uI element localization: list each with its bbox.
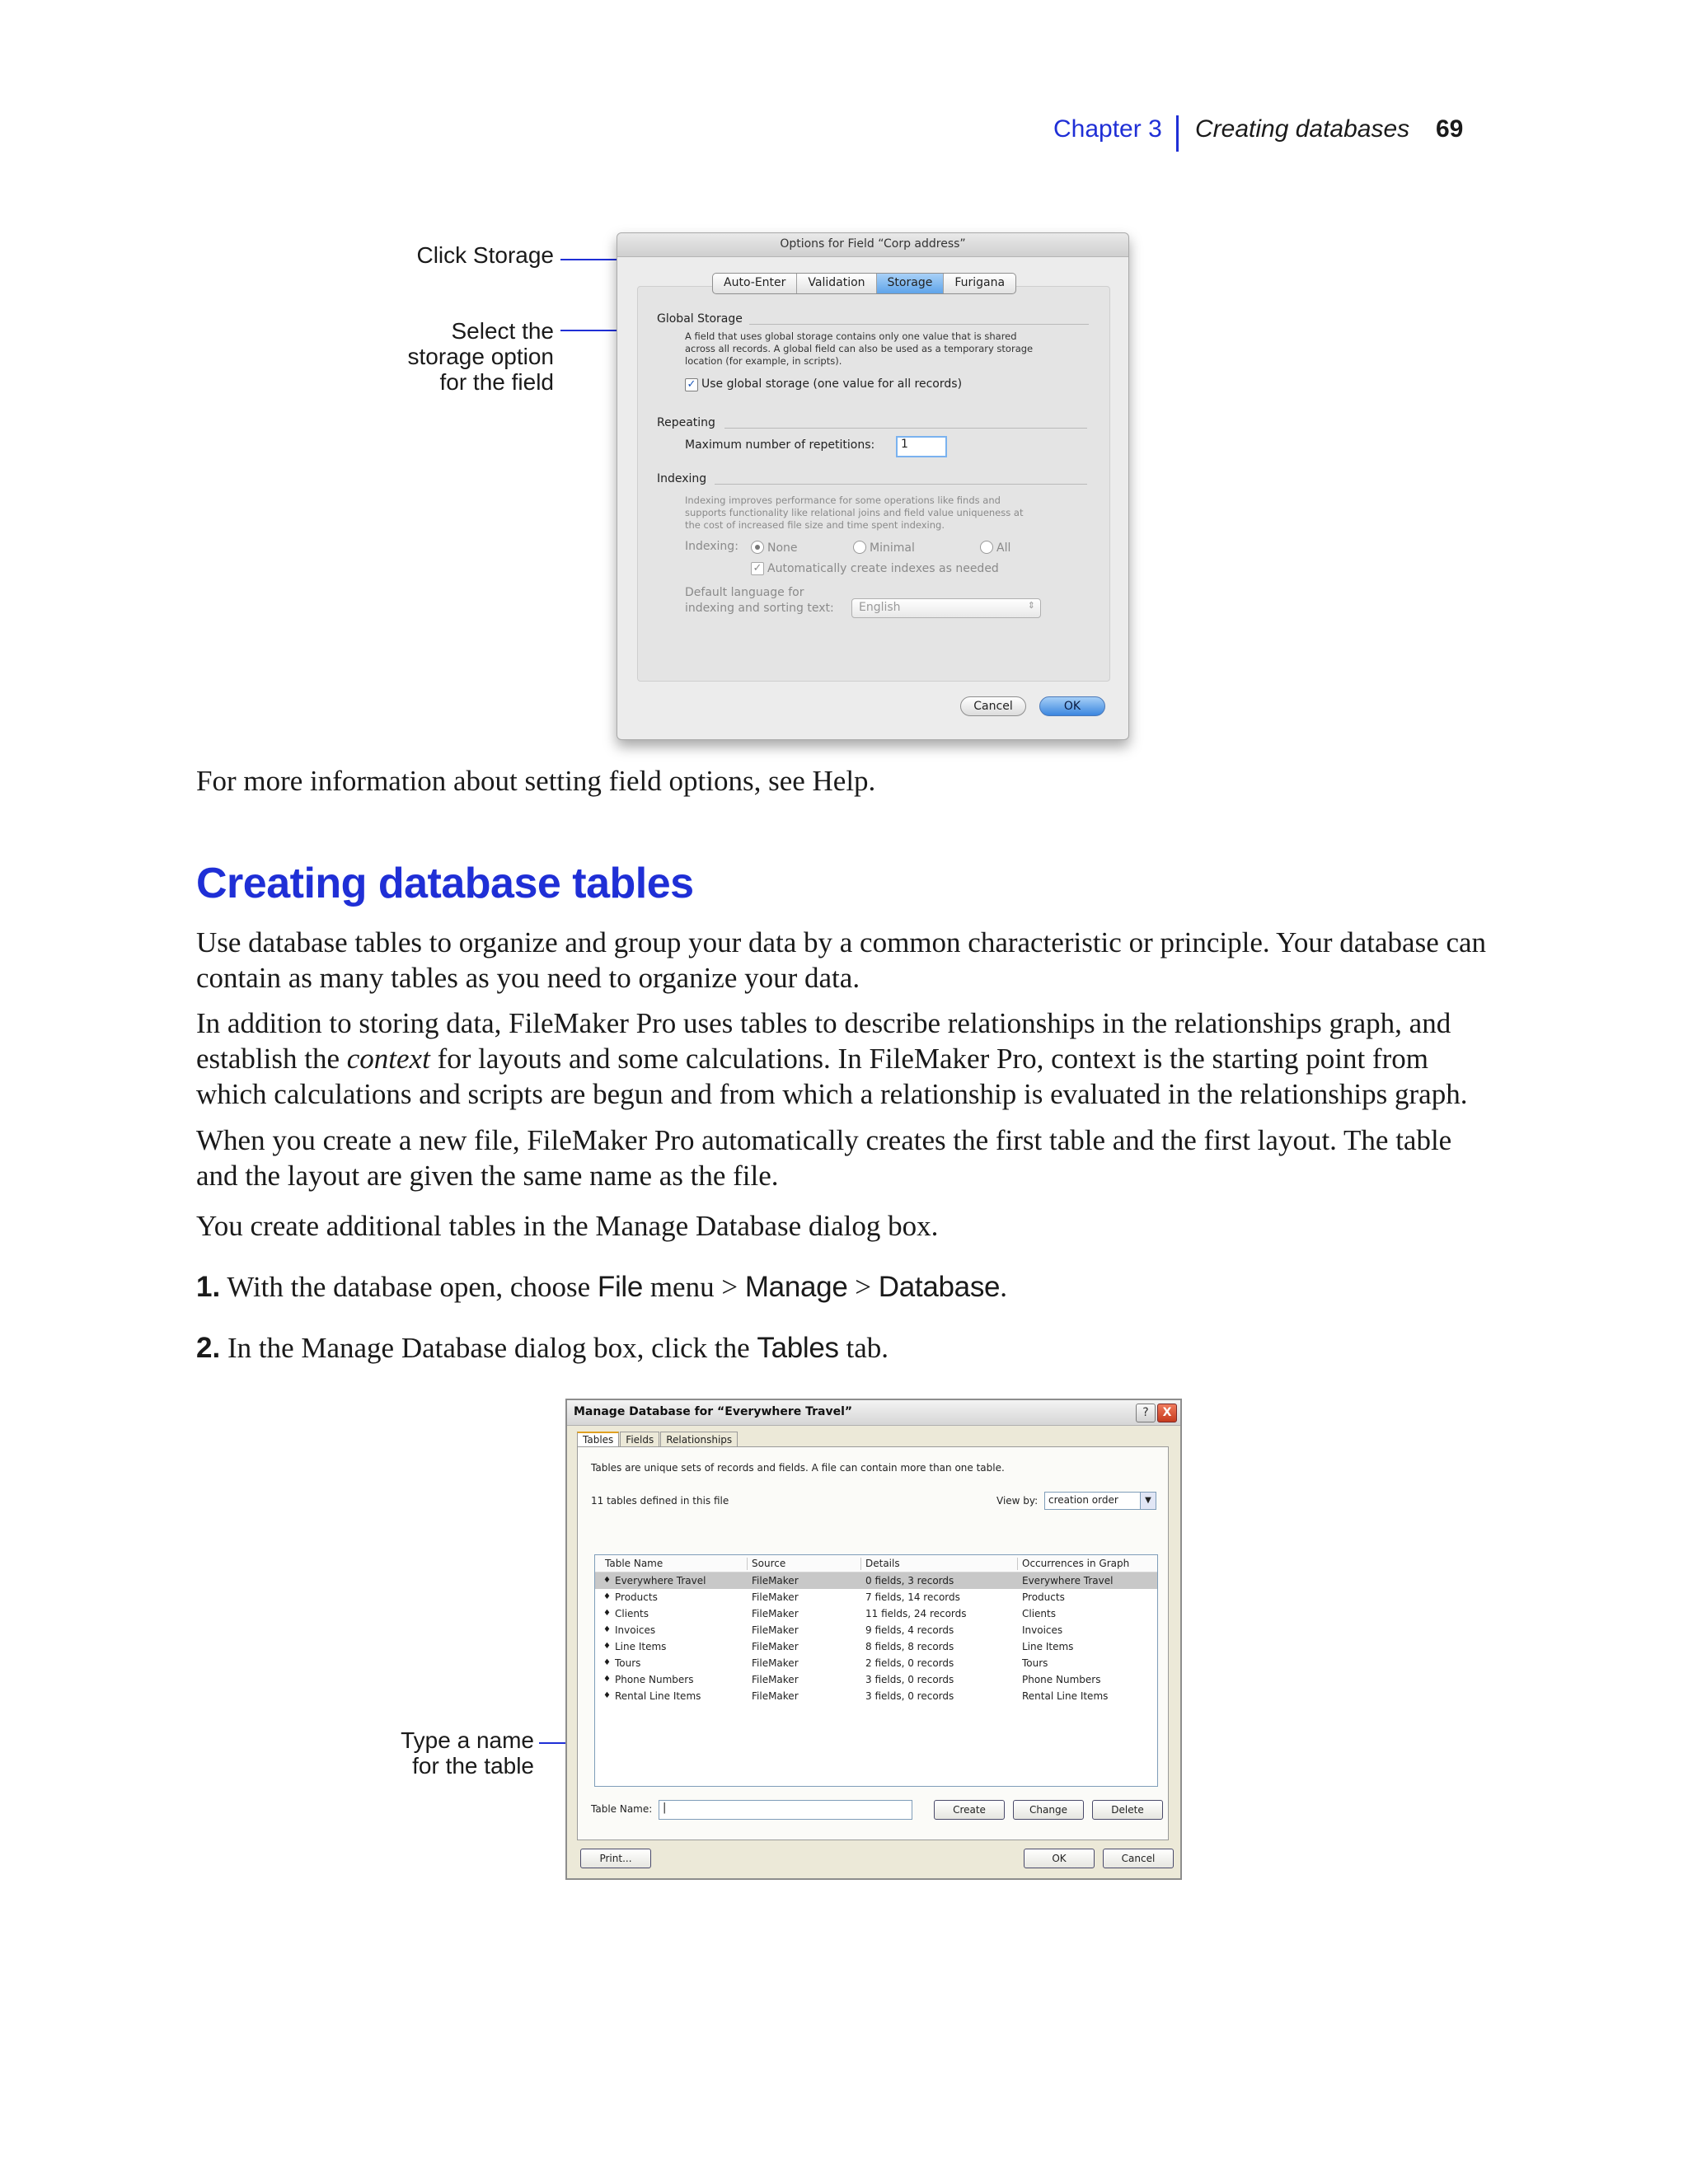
indexing-desc-2: supports functionality like relational joins and field value uniqueness at <box>685 507 1024 518</box>
step-2-ui-tables: Tables <box>757 1332 839 1364</box>
list-header <box>595 1555 1157 1572</box>
occurrences-cell: Tours <box>1022 1657 1048 1669</box>
bullet-icon: ♦ <box>603 1576 611 1585</box>
step-2-text: In the Manage Database dialog box, click the <box>220 1332 757 1364</box>
ok-button[interactable]: OK <box>1024 1849 1095 1868</box>
callout-click-storage: Click Storage <box>416 242 554 268</box>
column-divider <box>860 1558 861 1570</box>
options-tabs <box>712 273 1016 294</box>
step-1 <box>196 1269 1498 1305</box>
step-2-number: 2. <box>196 1332 221 1364</box>
popup-arrows-icon: ⇕ <box>1027 600 1035 611</box>
tab-fields[interactable]: Fields <box>620 1432 659 1447</box>
paragraph-2-emphasis: context <box>346 1043 430 1075</box>
indexing-all-label: All <box>996 541 1011 555</box>
step-2 <box>196 1330 1498 1366</box>
global-storage-checkbox[interactable]: ✓ <box>685 378 698 391</box>
step-1-number: 1. <box>196 1271 221 1303</box>
step-1-ui-file: File <box>597 1271 644 1303</box>
view-by-label: View by: <box>996 1495 1039 1507</box>
repetitions-input[interactable]: 1 <box>896 436 947 457</box>
column-header-occurrences[interactable]: Occurrences in Graph <box>1022 1558 1130 1569</box>
cancel-button[interactable]: Cancel <box>960 696 1026 716</box>
global-storage-checkbox-label: Use global storage (one value for all records) <box>701 377 963 391</box>
callout-select-line3: for the field <box>439 369 554 395</box>
section-rule <box>724 428 1087 429</box>
paragraph-1: Use database tables to organize and group your data by a common characteristic or principle. Your database can contain as many tables as you need to organize your data. <box>196 926 1487 994</box>
ok-button[interactable]: OK <box>1039 696 1105 716</box>
table-row[interactable] <box>595 1638 1157 1655</box>
details-cell: 3 fields, 0 records <box>865 1690 954 1702</box>
table-name-cell: Products <box>615 1591 658 1603</box>
paragraph-4: You create additional tables in the Manage Database dialog box. <box>196 1210 939 1242</box>
occurrences-cell: Everywhere Travel <box>1022 1575 1114 1586</box>
table-name-cell: Invoices <box>615 1624 656 1636</box>
step-2-text: tab. <box>838 1332 889 1364</box>
print-button[interactable]: Print... <box>580 1849 651 1868</box>
source-cell: FileMaker <box>752 1674 799 1685</box>
column-divider <box>747 1558 748 1570</box>
paragraph-2 <box>196 1005 1498 1112</box>
table-row[interactable] <box>595 1572 1157 1589</box>
dialog-title: Manage Database for “Everywhere Travel” <box>574 1405 853 1418</box>
callout-type-name-line1: Type a name <box>401 1727 534 1753</box>
tables-list <box>594 1554 1158 1787</box>
details-cell: 0 fields, 3 records <box>865 1575 954 1586</box>
occurrences-cell: Products <box>1022 1591 1065 1603</box>
default-language-label-1: Default language for <box>685 586 804 599</box>
manage-database-dialog <box>565 1399 1182 1880</box>
bullet-icon: ♦ <box>603 1675 611 1684</box>
create-button[interactable]: Create <box>934 1800 1005 1820</box>
paragraph-2-text-b: for layouts and some calculations. In FileMaker Pro, context is the starting point from which calculations and scripts are begun and from which a relationship is evaluated in the relationships graph. <box>196 1043 1468 1110</box>
details-cell: 9 fields, 4 records <box>865 1624 954 1636</box>
step-1-text: . <box>1000 1271 1007 1303</box>
auto-index-label: Automatically create indexes as needed <box>767 562 999 575</box>
tab-validation[interactable]: Validation <box>797 274 876 293</box>
occurrences-cell: Line Items <box>1022 1641 1074 1652</box>
table-row[interactable] <box>595 1605 1157 1622</box>
tab-storage[interactable]: Storage <box>877 274 945 293</box>
table-row[interactable] <box>595 1671 1157 1688</box>
source-cell: FileMaker <box>752 1624 799 1636</box>
occurrences-cell: Rental Line Items <box>1022 1690 1109 1702</box>
step-1-text: > <box>847 1271 879 1303</box>
indexing-all-radio[interactable] <box>980 541 993 554</box>
paragraph-2-text-a: In addition to storing data, FileMaker Pro uses tables to describe relationships in the relationships graph, and establish the <box>196 1007 1451 1075</box>
indexing-label: Indexing: <box>685 540 738 553</box>
column-header-source[interactable]: Source <box>752 1558 786 1569</box>
callout-select-line1: Select the <box>451 318 554 344</box>
bullet-icon: ♦ <box>603 1592 611 1601</box>
default-language-value: English <box>859 601 901 614</box>
table-row[interactable] <box>595 1655 1157 1671</box>
table-name-cell: Rental Line Items <box>615 1690 701 1702</box>
indexing-heading: Indexing <box>657 472 707 485</box>
callout-select-storage <box>297 318 554 395</box>
source-cell: FileMaker <box>752 1690 799 1702</box>
table-row[interactable] <box>595 1589 1157 1605</box>
details-cell: 2 fields, 0 records <box>865 1657 954 1669</box>
column-header-table-name[interactable]: Table Name <box>605 1558 663 1569</box>
tables-description: Tables are unique sets of records and fields. A file can contain more than one table. <box>591 1462 1005 1474</box>
callout-select-line2: storage option <box>407 344 554 369</box>
global-storage-desc-2: across all records. A global field can also be used as a temporary storage <box>685 343 1034 354</box>
column-header-details[interactable]: Details <box>865 1558 900 1569</box>
view-by-value: creation order <box>1048 1494 1118 1506</box>
dialog-title: Options for Field “Corp address” <box>780 237 966 251</box>
running-header-chapter: Chapter 3 <box>1053 115 1162 143</box>
indexing-none-label: None <box>767 541 798 555</box>
occurrences-cell: Phone Numbers <box>1022 1674 1101 1685</box>
details-cell: 8 fields, 8 records <box>865 1641 954 1652</box>
chevron-down-icon: ▼ <box>1140 1493 1156 1509</box>
source-cell: FileMaker <box>752 1657 799 1669</box>
default-language-popup[interactable] <box>851 598 1041 618</box>
view-by-select[interactable] <box>1044 1492 1156 1510</box>
occurrences-cell: Invoices <box>1022 1624 1063 1636</box>
delete-button[interactable]: Delete <box>1092 1800 1163 1820</box>
default-language-label-2: indexing and sorting text: <box>685 602 834 615</box>
table-name-cell: Everywhere Travel <box>615 1575 706 1586</box>
indexing-minimal-radio[interactable] <box>853 541 866 554</box>
step-1-ui-database: Database <box>878 1271 1001 1303</box>
bullet-icon: ♦ <box>603 1658 611 1667</box>
section-heading: Creating database tables <box>196 860 694 907</box>
tables-panel <box>577 1446 1169 1840</box>
table-count: 11 tables defined in this file <box>591 1495 729 1507</box>
header-divider <box>1176 115 1179 152</box>
step-1-ui-manage: Manage <box>744 1271 848 1303</box>
table-name-label: Table Name: <box>591 1803 653 1815</box>
table-name-cell: Clients <box>615 1608 649 1619</box>
global-storage-desc-3: location (for example, in scripts). <box>685 355 842 367</box>
source-cell: FileMaker <box>752 1608 799 1619</box>
indexing-desc-1: Indexing improves performance for some operations like finds and <box>685 494 1001 506</box>
tab-auto-enter[interactable]: Auto-Enter <box>713 274 797 293</box>
table-row[interactable] <box>595 1622 1157 1638</box>
tab-furigana[interactable]: Furigana <box>954 276 1006 289</box>
table-name-cell: Line Items <box>615 1641 667 1652</box>
details-cell: 7 fields, 14 records <box>865 1591 960 1603</box>
dialog-titlebar <box>567 1400 1180 1426</box>
details-cell: 11 fields, 24 records <box>865 1608 967 1619</box>
table-name-cell: Tours <box>615 1657 641 1669</box>
indexing-minimal-label: Minimal <box>870 541 915 555</box>
change-button[interactable]: Change <box>1013 1800 1084 1820</box>
tab-tables[interactable]: Tables <box>577 1432 619 1447</box>
table-row[interactable] <box>595 1688 1157 1704</box>
section-rule <box>749 324 1089 325</box>
page-number: 69 <box>1436 115 1464 143</box>
tab-relationships[interactable]: Relationships <box>660 1432 738 1447</box>
details-cell: 3 fields, 0 records <box>865 1674 954 1685</box>
running-header-title: Creating databases <box>1195 115 1410 143</box>
bullet-icon: ♦ <box>603 1642 611 1651</box>
table-name-cell: Phone Numbers <box>615 1674 694 1685</box>
bullet-icon: ♦ <box>603 1691 611 1700</box>
occurrences-cell: Clients <box>1022 1608 1056 1619</box>
source-cell: FileMaker <box>752 1591 799 1603</box>
auto-index-checkbox[interactable]: ✓ <box>751 562 764 575</box>
help-note: For more information about setting field options, see Help. <box>196 765 876 797</box>
cancel-button[interactable]: Cancel <box>1103 1849 1174 1868</box>
global-storage-desc-1: A field that uses global storage contains only one value that is shared <box>685 330 1017 342</box>
source-cell: FileMaker <box>752 1641 799 1652</box>
bullet-icon: ♦ <box>603 1625 611 1634</box>
callout-type-name <box>346 1727 534 1779</box>
table-name-input[interactable]: | <box>659 1800 912 1820</box>
repetitions-label: Maximum number of repetitions: <box>685 438 875 452</box>
section-rule <box>715 484 1087 485</box>
help-button[interactable]: ? <box>1136 1404 1156 1422</box>
close-button[interactable]: X <box>1157 1404 1177 1422</box>
bullet-icon: ♦ <box>603 1609 611 1618</box>
callout-type-name-line2: for the table <box>412 1753 534 1779</box>
source-cell: FileMaker <box>752 1575 799 1586</box>
step-1-text: menu > <box>643 1271 745 1303</box>
indexing-desc-3: the cost of increased file size and time spent indexing. <box>685 519 945 531</box>
column-divider <box>1017 1558 1018 1570</box>
paragraph-3: When you create a new file, FileMaker Pro automatically creates the first table and the first layout. The table and the layout are given the same name as the file. <box>196 1124 1452 1192</box>
repeating-heading: Repeating <box>657 416 715 429</box>
dialog-titlebar <box>617 233 1128 257</box>
indexing-none-radio[interactable] <box>751 541 764 554</box>
global-storage-heading: Global Storage <box>657 312 743 326</box>
manage-tabs <box>577 1432 738 1447</box>
step-1-text: With the database open, choose <box>220 1271 598 1303</box>
field-options-dialog <box>617 232 1129 740</box>
